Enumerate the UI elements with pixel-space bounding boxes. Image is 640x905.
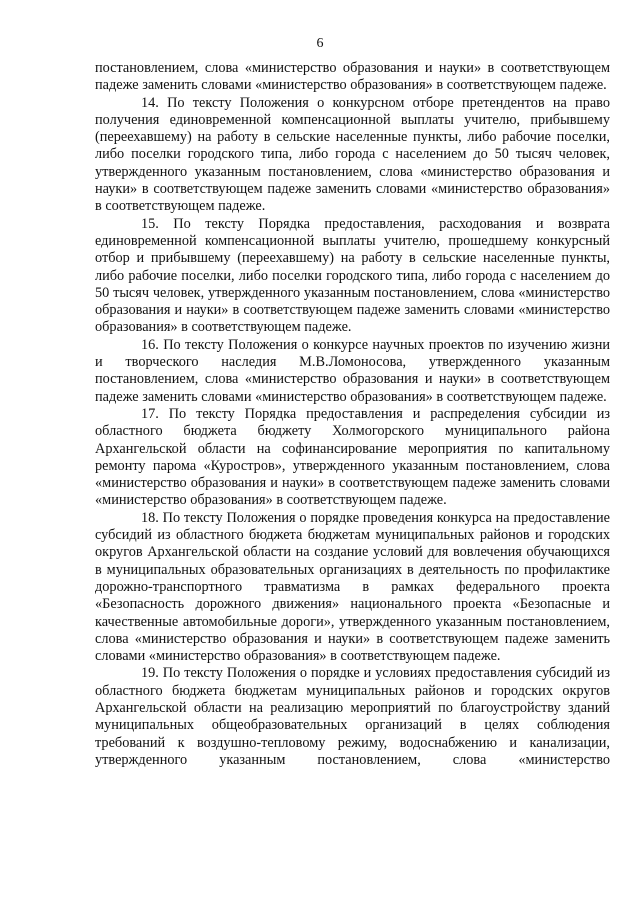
paragraph-item-16: 16. По тексту Положения о конкурсе научных проектов по изучению жизни и творческого наследия М.В.Ломоносова, утвержденного указанным постановлением, слова «министерство образования и науки» в соответствующем падеже заменить словами «министерство образования» в соответствующем падеже. [95, 336, 610, 405]
paragraph-item-19: 19. По тексту Положения о порядке и условиях предоставления субсидий из областного бюджета бюджетам муниципальных районов и городских округов Архангельской области на реализацию мероприятий по благоустройству зданий муниципальных общеобразовательных организаций в целях соблюдения требований к воздушно-тепловому режиму, водоснабжению и канализации, утвержденного указанным постановлением, слова «министерство [95, 665, 610, 768]
paragraph-item-15: 15. По тексту Порядка предоставления, расходования и возврата единовременной компенсационной выплаты учителю, прошедшему конкурсный отбор и прибывшему (переехавшему) на работу в сельские населенные пункты, либо рабочие поселки, либо поселки городского типа, либо города с населением до 50 тысяч человек, утвержденного указанным постановлением, слова «министерство образования и науки» в соответствующем падеже заменить словами «министерство образования» в соответствующем падеже. [95, 215, 610, 336]
paragraph-item-14: 14. По тексту Положения о конкурсном отборе претендентов на право получения единовременной компенсационной выплаты учителю, прибывшему (переехавшему) на работу в сельские населенные пункты, либо рабочие поселки, либо поселки городского типа, либо города с населением до 50 тысяч человек, утвержденного указанным постановлением, слова «министерство образования и науки» в соответствующем падеже заменить словами «министерство образования» в соответствующем падеже. [95, 94, 610, 215]
paragraph-item-18: 18. По тексту Положения о порядке проведения конкурса на предоставление субсидий из областного бюджета бюджетам муниципальных районов и городских округов Архангельской области на создание условий для вовлечения обучающихся в муниципальных образовательных организациях в деятельность по профилактике дорожно-транспортного травматизма в рамках федерального проекта «Безопасность дорожного движения» национального проекта «Безопасные и качественные автомобильные дороги», утвержденного указанным постановлением, слова «министерство образования и науки» в соответствующем падеже заменить словами «министерство образования» в соответствующем падеже. [95, 509, 610, 665]
page-number: 6 [316, 36, 324, 51]
paragraph-item-17: 17. По тексту Порядка предоставления и распределения субсидии из областного бюджета бюджету Холмогорского муниципального района Архангельской области на софинансирование мероприятия по капитальному ремонту парома «Куростров», утвержденного указанным постановлением, слова «министерство образования и науки» в соответствующем падеже заменить словами «министерство образования» в соответствующем падеже. [95, 405, 610, 509]
paragraph-continuation: постановлением, слова «министерство образования и науки» в соответствующем падеже заменить словами «министерство образования» в соответствующем падеже. [95, 60, 610, 94]
document-body [95, 60, 610, 769]
